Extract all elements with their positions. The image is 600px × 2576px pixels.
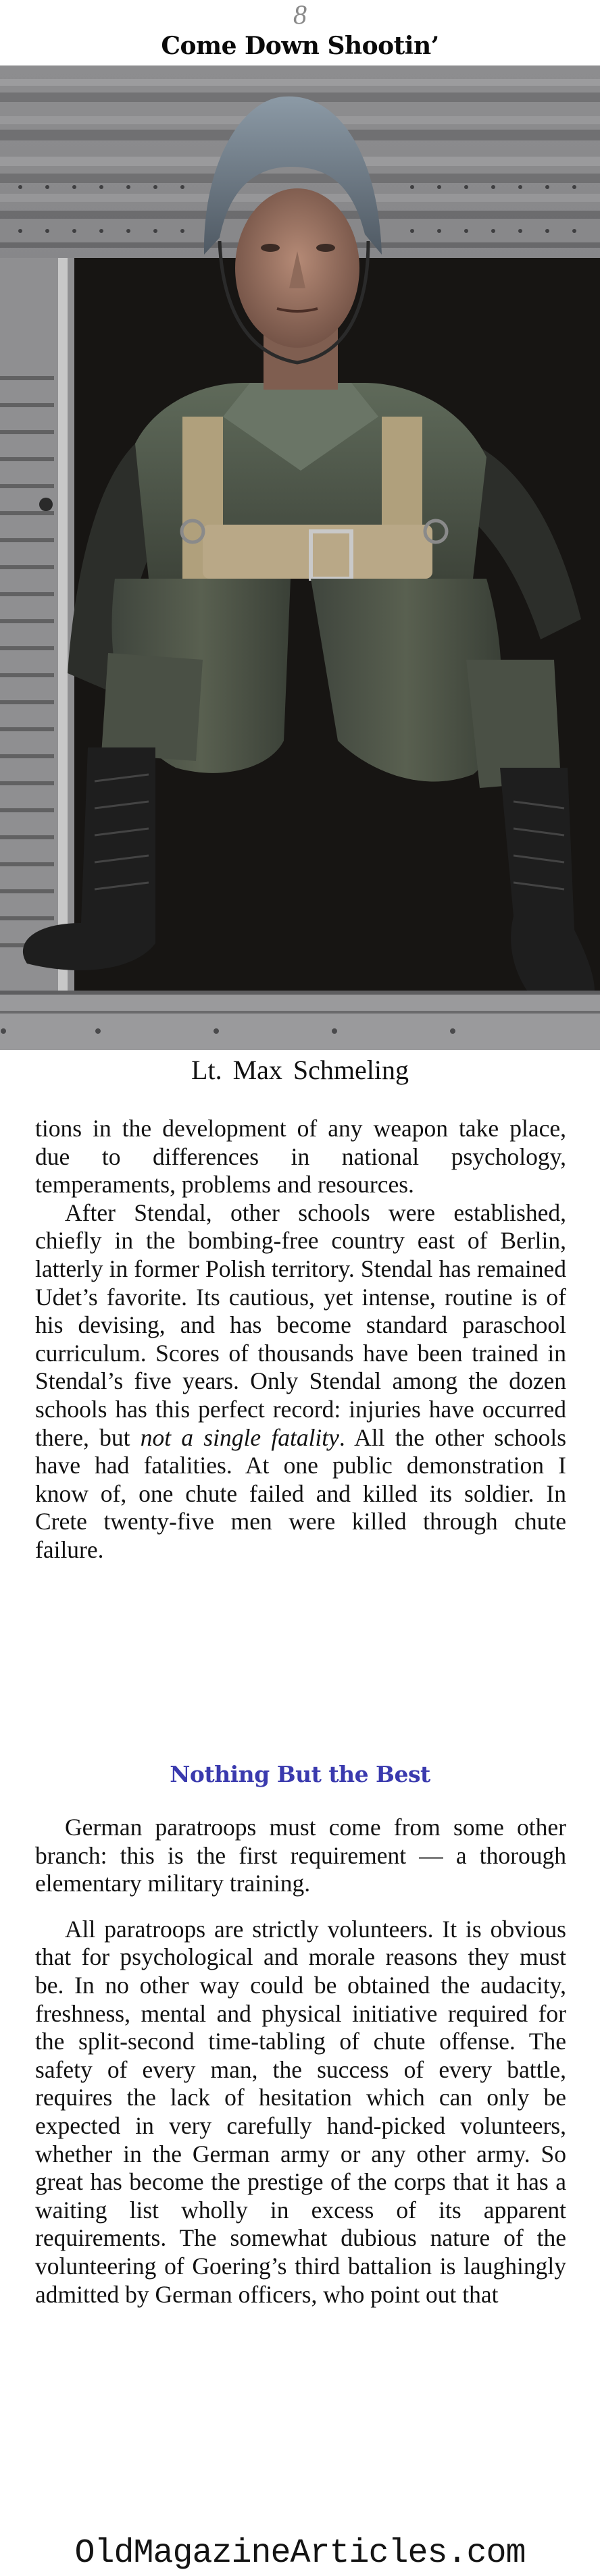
- article-title: Come Down Shootin’: [161, 32, 439, 60]
- photo-caption: Lt. Max Schmeling: [191, 1055, 409, 1085]
- paragraph-requirement: German paratroops must come from some other branch: this is the first requirement — a thorough elementary military training.: [35, 1814, 566, 1897]
- paratrooper-photo: [0, 65, 600, 1050]
- paragraph-stendal: [35, 1199, 566, 1565]
- paragraph-stendal-text-b: . All the other schools have had fatalities. At one public demonstration I know of, one chute failed and killed its soldier. In Crete twenty-five men were killed through chute failure.: [35, 1423, 567, 1563]
- emphasis-no-fatality: not a single fatality: [140, 1423, 339, 1451]
- right-eye: [316, 244, 335, 252]
- door-frame-edge: [58, 258, 68, 994]
- article-body-part-1: [35, 1115, 566, 1565]
- section-heading: Nothing But the Best: [170, 1761, 430, 1787]
- article-photo: [0, 65, 600, 1050]
- door-bolt: [39, 498, 53, 511]
- paragraph-continued: tions in the development of any weapon take place, due to differences in national psychology, temperaments, problems and resources.: [35, 1115, 566, 1199]
- paragraph-stendal-text-a: After Stendal, other schools were established, chiefly in the bombing-free country east of Berlin, latterly in former Polish territory. Stendal has remained Udet’s favorite. Its cautious, yet intense, routine is of his devising, and has become standard paraschool curriculum. Scores of thousands have been trained in Stendal’s five years. Only Stendal among the dozen schools has this perfect record: injuries have occurred there, but: [35, 1199, 566, 1451]
- page-number: 8: [293, 0, 307, 30]
- article-body-part-2: [35, 1814, 566, 2309]
- site-watermark: OldMagazineArticles.com: [74, 2534, 526, 2573]
- left-lower-leg: [101, 653, 203, 761]
- door-sill: [0, 991, 600, 1050]
- paragraph-volunteers: All paratroops are strictly volunteers. It is obvious that for psychological and morale reasons they must be. In no other way could be obtained the audacity, freshness, mental and physical initiative required for the split-second time-tabling of chute offense. The safety of every man, the success of every battle, requires the lack of hesitation which can only be expected in very carefully hand-picked volunteers, whether in the German army or any other army. So great has become the prestige of the corps that it has a waiting list wholly in excess of its apparent requirements. The somewhat dubious nature of the volunteering of Goering’s third battalion is laughingly admitted by German officers, who point out that: [35, 1915, 566, 2308]
- left-eye: [261, 244, 280, 252]
